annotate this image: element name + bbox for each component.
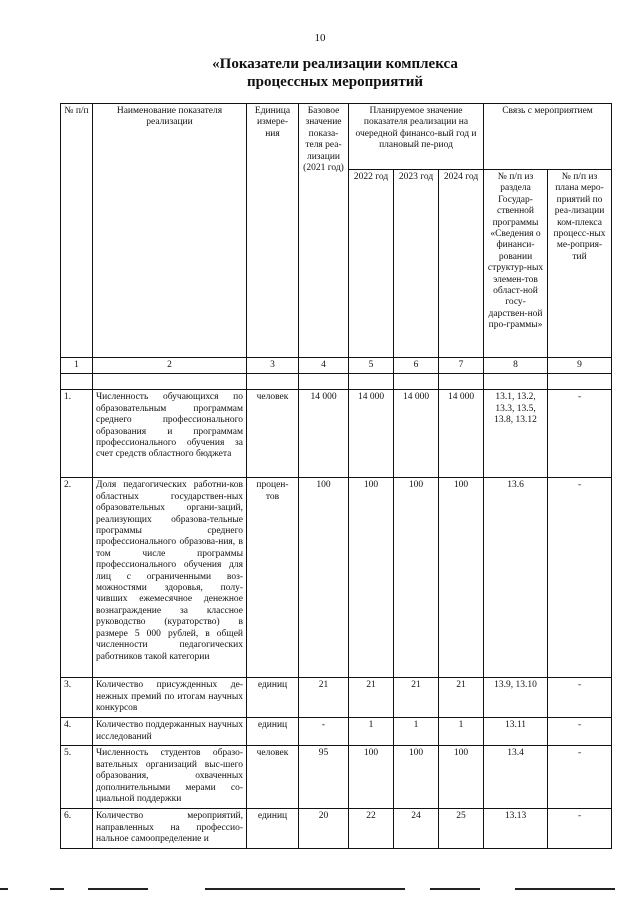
table-row xyxy=(61,718,612,746)
col-number: 7 xyxy=(439,358,484,374)
indicators-table xyxy=(60,103,612,849)
row-unit: единиц xyxy=(247,678,299,718)
col-number: 1 xyxy=(61,358,93,374)
row-2022: 100 xyxy=(349,746,394,809)
row-num: 6. xyxy=(61,809,93,848)
col-number: 8 xyxy=(484,358,548,374)
header-base-label: Базовое значение показа-теля реа-лизации xyxy=(305,106,342,162)
row-name: Доля педагогических работни-ков областных государствен-ных образовательных органи-заций, реализующих образова-тельные программы среднего профессионального образова-ния, в том числе программы профессионального обучения для лиц с ограниченными воз-можностями здоровья, полу-чивших ежемесячное денежное вознаграждение за классное руководство (кураторство) в размере 5 000 рублей, в общей численности педагогических работников такой категории xyxy=(93,478,247,678)
header-row-1 xyxy=(61,104,612,170)
row-unit: единиц xyxy=(247,718,299,746)
header-link-plan: № п/п из плана меро-приятий по реа-лизации ком-плекса процесс-ных ме-роприя-тий xyxy=(548,170,612,358)
row-num: 1. xyxy=(61,390,93,478)
header-year-2022: 2022 год xyxy=(349,170,394,358)
row-plan-ref: - xyxy=(548,678,612,718)
page-number: 10 xyxy=(314,32,326,44)
title-line-2: процессных мероприятий xyxy=(246,74,423,90)
row-name: Количество присужденных де-нежных премий по итогам научных конкурсов xyxy=(93,678,247,718)
header-link: Связь с мероприятием xyxy=(484,104,612,170)
row-name: Количество мероприятий, направленных на профессио-нальное самоопределение и xyxy=(93,809,247,848)
row-2023: 21 xyxy=(394,678,439,718)
header-year-2024: 2024 год xyxy=(439,170,484,358)
header-link-gp: № п/п из раздела Государ-ственной программы «Сведения о финанси-ровании структур-ных элемен-тов област-ной госу-дарствен-ной про-граммы» xyxy=(484,170,548,358)
column-number-row xyxy=(61,358,612,374)
row-2024: 25 xyxy=(439,809,484,848)
col-number: 4 xyxy=(299,358,349,374)
row-base: 95 xyxy=(299,746,349,809)
row-unit: человек xyxy=(247,390,299,478)
row-base: 14 000 xyxy=(299,390,349,478)
header-base-year: (2021 год) xyxy=(303,163,344,174)
header-unit: Единица измере-ния xyxy=(247,104,299,358)
col-number: 5 xyxy=(349,358,394,374)
row-name: Численность обучающихся по образовательным программам среднего профессионального образования и программам профессионального обучения за счет средств областного бюджета xyxy=(93,390,247,478)
document-title xyxy=(140,55,530,91)
row-2022: 1 xyxy=(349,718,394,746)
row-num: 5. xyxy=(61,746,93,809)
header-num: № п/п xyxy=(61,104,93,358)
col-number: 9 xyxy=(548,358,612,374)
row-unit: единиц xyxy=(247,809,299,848)
row-2022: 21 xyxy=(349,678,394,718)
row-gp-ref: 13.6 xyxy=(484,478,548,678)
row-name: Количество поддержанных научных исследований xyxy=(93,718,247,746)
table-row xyxy=(61,390,612,478)
scan-edge-marks xyxy=(0,888,640,904)
row-2024: 100 xyxy=(439,746,484,809)
row-2022: 100 xyxy=(349,478,394,678)
row-base: - xyxy=(299,718,349,746)
row-2024: 14 000 xyxy=(439,390,484,478)
row-base: 100 xyxy=(299,478,349,678)
row-2022: 22 xyxy=(349,809,394,848)
row-num: 2. xyxy=(61,478,93,678)
row-num: 3. xyxy=(61,678,93,718)
row-2023: 100 xyxy=(394,746,439,809)
header-planned: Планируемое значение показателя реализации на очередной финансо-вый год и плановый пе-риод xyxy=(349,104,484,170)
row-unit: процен-тов xyxy=(247,478,299,678)
row-plan-ref: - xyxy=(548,478,612,678)
header-year-2023: 2023 год xyxy=(394,170,439,358)
row-unit: человек xyxy=(247,746,299,809)
row-plan-ref: - xyxy=(548,746,612,809)
title-line-1: «Показатели реализации комплекса xyxy=(212,56,458,72)
header-base xyxy=(299,104,349,358)
spacer-row xyxy=(61,374,612,390)
row-plan-ref: - xyxy=(548,390,612,478)
row-name: Численность студентов образо-вательных организаций выс-шего образования, охваченных дополнительными мерами со-циальной поддержки xyxy=(93,746,247,809)
row-2023: 24 xyxy=(394,809,439,848)
col-number: 2 xyxy=(93,358,247,374)
row-base: 21 xyxy=(299,678,349,718)
row-2023: 14 000 xyxy=(394,390,439,478)
row-plan-ref: - xyxy=(548,809,612,848)
row-gp-ref: 13.1, 13.2, 13.3, 13.5, 13.8, 13.12 xyxy=(484,390,548,478)
row-2023: 100 xyxy=(394,478,439,678)
row-2024: 1 xyxy=(439,718,484,746)
row-gp-ref: 13.11 xyxy=(484,718,548,746)
row-gp-ref: 13.13 xyxy=(484,809,548,848)
row-gp-ref: 13.9, 13.10 xyxy=(484,678,548,718)
row-plan-ref: - xyxy=(548,718,612,746)
row-2024: 100 xyxy=(439,478,484,678)
row-base: 20 xyxy=(299,809,349,848)
table-row xyxy=(61,809,612,848)
row-2024: 21 xyxy=(439,678,484,718)
row-num: 4. xyxy=(61,718,93,746)
col-number: 6 xyxy=(394,358,439,374)
row-2022: 14 000 xyxy=(349,390,394,478)
row-2023: 1 xyxy=(394,718,439,746)
table-row xyxy=(61,478,612,678)
table-row xyxy=(61,678,612,718)
table-row xyxy=(61,746,612,809)
col-number: 3 xyxy=(247,358,299,374)
row-gp-ref: 13.4 xyxy=(484,746,548,809)
header-name: Наименование показателя реализации xyxy=(93,104,247,358)
